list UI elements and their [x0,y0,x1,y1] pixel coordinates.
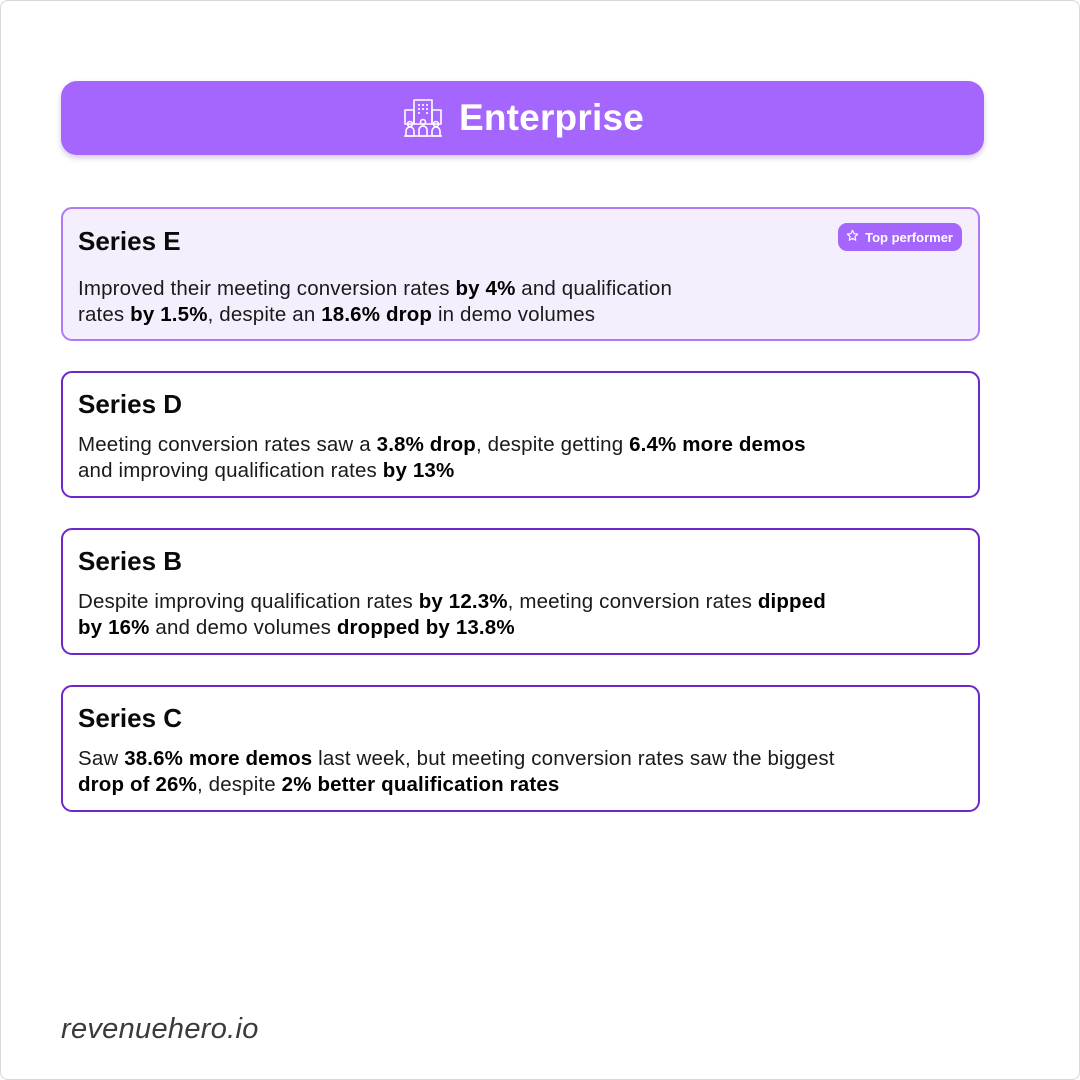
highlight-text: 18.6% drop [321,303,433,326]
body-text: , despite [196,773,282,796]
body-text: , meeting conversion rates [507,590,758,613]
card-title: Series D [78,389,183,419]
description-line [78,615,826,641]
body-text: Saw [78,747,125,770]
brand-footer: revenuehero.io [61,1013,259,1045]
card-title: Series E [78,226,181,256]
top-performer-badge [838,223,962,251]
card-title: Series C [78,703,183,733]
description-line [78,302,672,328]
enterprise-header [61,81,984,155]
highlight-text: dipped [757,590,826,613]
series-b-card [61,528,980,655]
description-line [78,276,672,302]
highlight-text: by 12.3% [418,590,508,613]
highlight-text: 6.4% more demos [629,433,806,456]
header-title: Enterprise [458,97,644,138]
card-description [78,276,672,328]
series-d-card [61,371,980,498]
highlight-text: drop of 26% [78,773,197,796]
description-line [78,432,806,458]
description-line [78,746,835,772]
highlight-text: by 16% [78,616,150,639]
body-text: , despite getting [475,433,630,456]
body-text: and demo volumes [149,616,337,639]
card-description [78,432,806,484]
body-text: Improved their meeting conversion rates [78,277,456,300]
series-e-card [61,207,980,341]
body-text: Despite improving qualification rates [78,590,419,613]
highlight-text: 3.8% drop [376,433,476,456]
description-line [78,589,826,615]
body-text: in demo volumes [432,303,596,326]
body-text: and qualification [515,277,673,300]
card-title: Series B [78,546,183,576]
highlight-text: 38.6% more demos [124,747,313,770]
card-description [78,589,826,641]
body-text: last week, but meeting conversion rates saw the biggest [312,747,835,770]
highlight-text: dropped by 13.8% [336,616,515,639]
body-text: and improving qualification rates [78,459,383,482]
description-line [78,772,835,798]
highlight-text: by 4% [455,277,516,300]
highlight-text: by 13% [382,459,455,482]
badge-label: Top performer [865,229,953,245]
star-icon [846,229,859,245]
description-line [78,458,806,484]
building-icon [401,96,445,140]
series-c-card [61,685,980,812]
body-text: rates [78,303,131,326]
highlight-text: by 1.5% [130,303,208,326]
highlight-text: 2% better qualification rates [281,773,560,796]
body-text: , despite an [207,303,322,326]
body-text: Meeting conversion rates saw a [78,433,377,456]
card-description [78,746,835,798]
